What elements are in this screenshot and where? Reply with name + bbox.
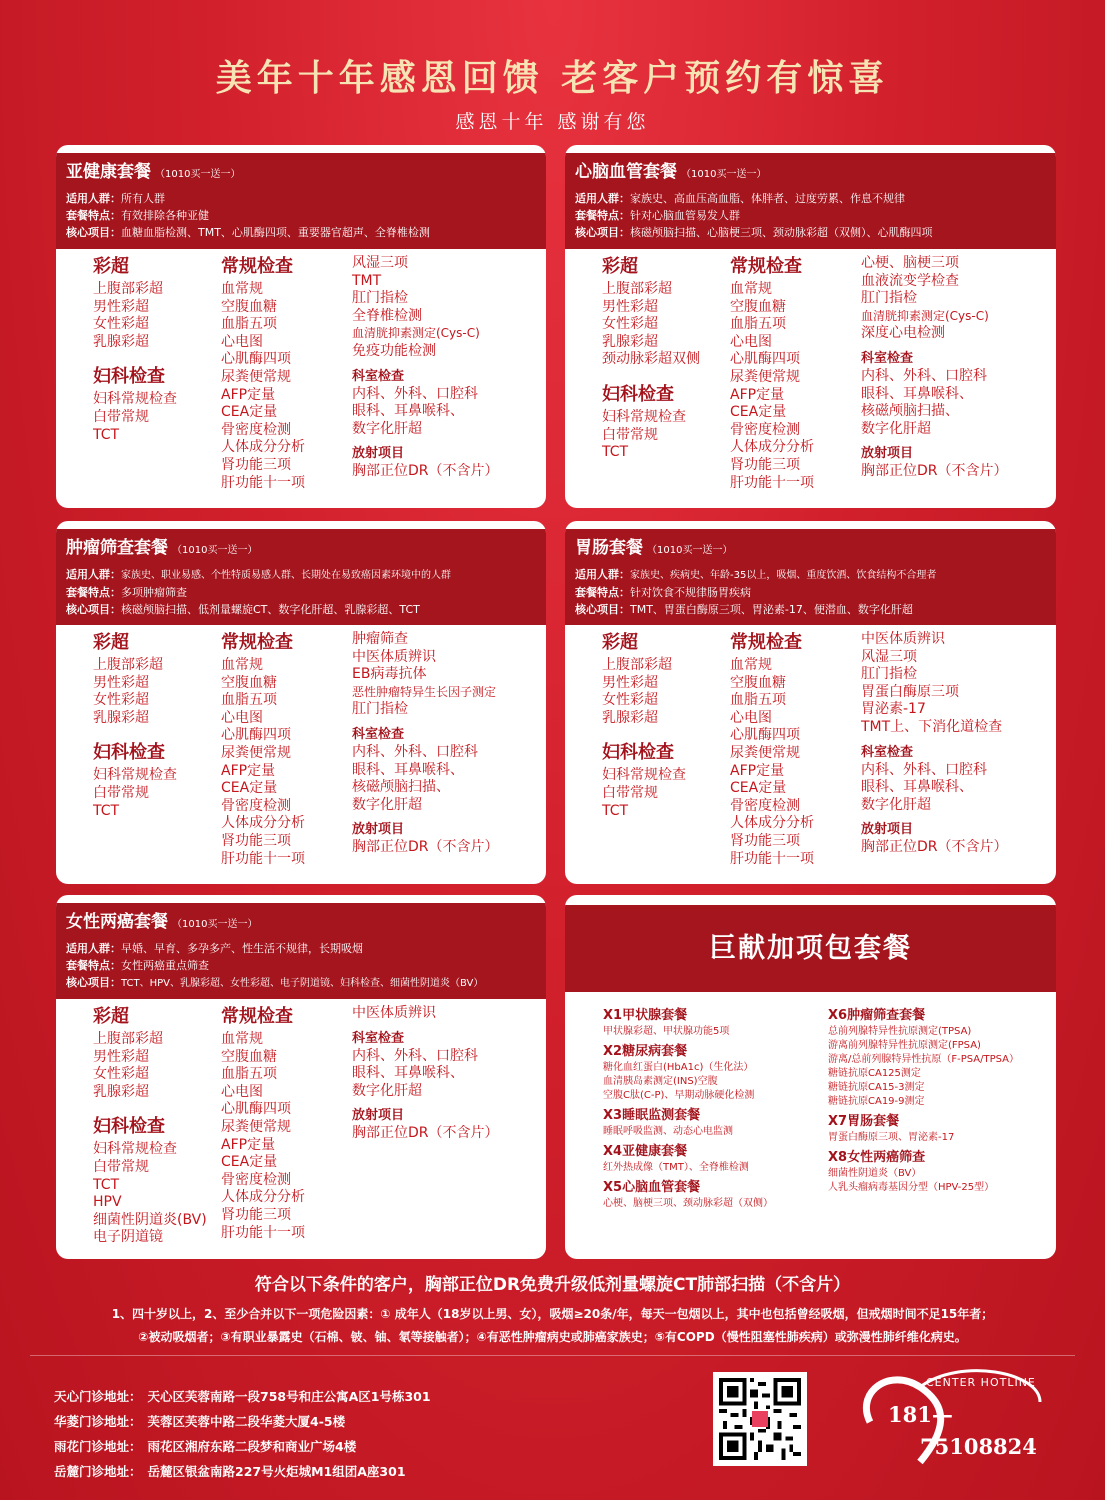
item: 骨密度检测 [730, 421, 800, 438]
addon-item-title: X7胃肠套餐 [828, 1114, 900, 1129]
column-routine [221, 1005, 305, 1242]
hotline-number-part1[interactable]: 181— [888, 1402, 953, 1427]
item: 肝功能十一项 [221, 850, 305, 867]
section-title: 妇科检查 [602, 383, 674, 405]
item: 肿瘤筛查 [352, 631, 408, 647]
item: TCT [602, 444, 629, 461]
divider [30, 1355, 1075, 1356]
item: 尿粪便常规 [730, 744, 800, 761]
item: 上腹部彩超 [93, 281, 163, 297]
item: CEA定量 [221, 404, 278, 421]
page-title: 美年十年感恩回馈 老客户预约有惊喜 [215, 57, 890, 99]
column-ultrasound [93, 631, 177, 820]
section-title: 常规检查 [221, 632, 293, 653]
addon-left-list [603, 1003, 773, 1211]
item: 肝功能十一项 [221, 474, 305, 491]
addon-item-detail: 细菌性阴道炎（BV） [828, 1168, 922, 1179]
column-routine [730, 255, 814, 492]
item: 血脂五项 [730, 316, 786, 333]
column-routine [221, 631, 305, 868]
item: TCT [93, 1176, 120, 1193]
item: AFP定量 [221, 386, 276, 403]
column-ultrasound [602, 255, 700, 462]
hotline-label: CENTER HOTLINE [926, 1376, 1036, 1389]
item: 心电图 [730, 333, 772, 350]
item: 数字化肝超 [352, 796, 422, 813]
column-routine [730, 631, 814, 868]
item: 白带常规 [602, 426, 658, 443]
item: 中医体质辨识 [861, 631, 945, 647]
package-header [565, 153, 1056, 249]
item: AFP定量 [730, 762, 785, 779]
item: 胸部正位DR（不含片） [352, 839, 499, 856]
item: AFP定量 [221, 762, 276, 779]
item: 骨密度检测 [221, 797, 291, 814]
item: 风湿三项 [861, 648, 917, 665]
item: 血液流变学检查 [861, 272, 959, 289]
item: HPV [93, 1194, 122, 1211]
item: 数字化肝超 [861, 420, 931, 437]
item: 男性彩超 [93, 298, 149, 315]
item: 肛门指检 [352, 290, 408, 307]
package-header [56, 153, 546, 249]
item: 内科、外科、口腔科 [861, 761, 987, 778]
item: 乳腺彩超 [93, 1083, 149, 1100]
item: 血脂五项 [730, 692, 786, 709]
item: 骨密度检测 [221, 1171, 291, 1188]
item: 肾功能三项 [730, 456, 800, 473]
addon-item-detail: 空腹C肽(C-P)、早期动脉硬化检测 [603, 1090, 755, 1101]
item: 心电图 [221, 1083, 263, 1100]
condition-line-1: 1、四十岁以上，2、至少合并以下一项危险因素：① 成年人（18岁以上男、女），吸烟≥20条/年，每天一包烟以上，其中也包括曾经吸烟，但戒烟时间不足15年者； [111, 1307, 994, 1321]
item: 人体成分分析 [730, 439, 814, 456]
column-ultrasound [93, 1005, 207, 1247]
column-extra [861, 255, 1008, 481]
addon-item-title: X3睡眠监测套餐 [603, 1108, 701, 1123]
item: 血清胱抑素测定(Cys-C) [352, 326, 480, 341]
addon-item-detail: 心梗、脑梗三项、颈动脉彩超（双侧） [603, 1198, 773, 1209]
package-name: 肿瘤筛查套餐 （1010买一送一） [66, 538, 258, 558]
section-title: 放射项目 [352, 822, 405, 838]
addon-item-title: X1甲状腺套餐 [603, 1008, 688, 1023]
section-title: 彩超 [93, 256, 129, 277]
item: 风湿三项 [352, 255, 408, 271]
item: 心肌酶四项 [221, 351, 291, 368]
condition-title: 符合以下条件的客户，胸部正位DR免费升级低剂量螺旋CT肺部扫描（不含片） [254, 1275, 851, 1295]
section-title: 妇科检查 [93, 1116, 165, 1138]
item: 血脂五项 [221, 316, 277, 333]
item: 核磁颅脑扫描、 [352, 779, 450, 796]
item: 人体成分分析 [221, 815, 305, 832]
item: 空腹血糖 [730, 298, 786, 315]
item: TCT [602, 802, 629, 819]
item: 心电图 [730, 709, 772, 726]
item: 眼科、耳鼻喉科、 [352, 761, 464, 778]
item: 胸部正位DR（不含片） [352, 1125, 499, 1142]
item: 白带常规 [93, 1158, 149, 1175]
item: 血常规 [221, 657, 263, 673]
item: EB病毒抗体 [352, 666, 427, 683]
item: 肝功能十一项 [730, 474, 814, 491]
item: 数字化肝超 [352, 420, 422, 437]
item: 妇科常规检查 [93, 767, 177, 784]
item: 空腹血糖 [221, 674, 277, 691]
package-card [565, 145, 1056, 508]
section-title: 放射项目 [352, 1108, 405, 1124]
item: 血清胱抑素测定(Cys-C) [861, 308, 989, 323]
clinic-address: 华菱门诊地址： 芙蓉区芙蓉中路二段华菱大厦4-5楼 [54, 1414, 346, 1429]
package-name: 胃肠套餐 （1010买一送一） [575, 538, 733, 558]
item: 肝功能十一项 [221, 1224, 305, 1241]
item: 心肌酶四项 [730, 351, 800, 368]
item: 女性彩超 [93, 316, 149, 333]
item: 胃蛋白酶原三项 [861, 683, 959, 700]
package-name: 亚健康套餐 （1010买一送一） [66, 162, 241, 182]
package-summary: 适用人群：所有人群 套餐特点：有效排除各种亚健 核心项目：血糖血脂检测、TMT、心肌酶四项、重要器官超声、全脊椎检测 [66, 192, 430, 239]
item: 妇科常规检查 [602, 408, 686, 425]
section-title: 彩超 [602, 632, 638, 653]
item: 眼科、耳鼻喉科、 [861, 779, 973, 796]
item: 空腹血糖 [221, 1048, 277, 1065]
addon-item-title: X6肿瘤筛查套餐 [828, 1008, 926, 1023]
section-title: 常规检查 [221, 1006, 293, 1027]
package-card [56, 521, 546, 884]
item: 乳腺彩超 [93, 333, 149, 350]
item: 上腹部彩超 [602, 657, 672, 673]
section-title: 放射项目 [352, 446, 405, 462]
item: 上腹部彩超 [93, 657, 163, 673]
item: 男性彩超 [93, 1048, 149, 1065]
item: 内科、外科、口腔科 [352, 385, 478, 402]
addon-right-list [828, 1003, 1019, 1195]
item: 妇科常规检查 [93, 1141, 177, 1158]
item: 电子阴道镜 [93, 1229, 163, 1246]
addon-item-detail: 糖化血红蛋白(HbA1c)（生化法） [603, 1062, 754, 1073]
section-title: 妇科检查 [93, 742, 165, 764]
column-ultrasound [93, 255, 177, 444]
column-extra [861, 631, 1008, 857]
condition-line-2: ②被动吸烟者；③有职业暴露史（石棉、铍、铀、氡等接触者）；④有恶性肿瘤病史或肺癌家族史；⑤有COPD（慢性阻塞性肺疾病）或弥漫性肺纤维化病史。 [138, 1330, 967, 1344]
column-extra [352, 255, 499, 481]
item: 胸部正位DR（不含片） [861, 839, 1008, 856]
item: CEA定量 [730, 404, 787, 421]
item: TCT [93, 802, 120, 819]
package-card [565, 521, 1056, 884]
item: 乳腺彩超 [602, 333, 658, 350]
addon-item-detail: 胃蛋白酶原三项、胃泌素-17 [828, 1132, 955, 1143]
item: 上腹部彩超 [93, 1031, 163, 1047]
addon-item-title: X8女性两癌筛查 [828, 1150, 926, 1165]
package-header [565, 529, 1056, 625]
section-title: 常规检查 [730, 256, 802, 277]
item: 数字化肝超 [861, 796, 931, 813]
hotline-number-part2[interactable]: 75108824 [920, 1434, 1037, 1459]
item: 免疫功能检测 [352, 342, 436, 359]
section-title: 放射项目 [861, 446, 914, 462]
item: 妇科常规检查 [602, 767, 686, 784]
item: TMT [352, 272, 382, 289]
item: 肾功能三项 [221, 456, 291, 473]
section-title: 放射项目 [861, 822, 914, 838]
addon-item-detail: 游离/总前列腺特异性抗原（F-PSA/TPSA） [828, 1054, 1020, 1065]
item: 心梗、脑梗三项 [861, 255, 959, 271]
item: 尿粪便常规 [221, 744, 291, 761]
item: 血脂五项 [221, 692, 277, 709]
item: 心电图 [221, 333, 263, 350]
section-title: 科室检查 [352, 368, 405, 384]
addon-item-detail: 游离前列腺特异性抗原测定(FPSA) [828, 1040, 981, 1051]
item: 白带常规 [602, 784, 658, 801]
item: 肛门指检 [352, 701, 408, 718]
item: 空腹血糖 [221, 298, 277, 315]
item: AFP定量 [730, 386, 785, 403]
package-card [56, 895, 546, 1259]
section-title: 妇科检查 [602, 742, 674, 764]
item: 全脊椎检测 [352, 307, 422, 324]
clinic-address: 岳麓门诊地址： 岳麓区银盆南路227号火炬城M1组团A座301 [54, 1464, 406, 1479]
item: 女性彩超 [93, 1066, 149, 1083]
item: AFP定量 [221, 1136, 276, 1153]
package-summary: 适用人群：家族史、职业易感、个性特质易感人群、长期处在易致癌因素环境中的人群 套餐特点：多项肿瘤筛查 核心项目：核磁颅脑扫描、低剂量螺旋CT、数字化肝超、乳腺彩超、TCT [66, 568, 451, 616]
item: 男性彩超 [602, 674, 658, 691]
addon-item-title: X2糖尿病套餐 [603, 1044, 688, 1059]
item: 骨密度检测 [730, 797, 800, 814]
item: 空腹血糖 [730, 674, 786, 691]
item: 肾功能三项 [221, 1206, 291, 1223]
page-subtitle: 感恩十年 感谢有您 [455, 111, 650, 133]
item: 尿粪便常规 [221, 368, 291, 385]
qr-code-icon[interactable] [713, 1372, 807, 1466]
item: 白带常规 [93, 408, 149, 425]
item: 白带常规 [93, 784, 149, 801]
addon-item-detail: 糖链抗原CA19-9测定 [828, 1096, 925, 1107]
column-routine [221, 255, 305, 492]
section-title: 妇科检查 [93, 366, 165, 388]
item: 肛门指检 [861, 290, 917, 307]
item: 乳腺彩超 [602, 709, 658, 726]
item: 男性彩超 [602, 298, 658, 315]
item: 女性彩超 [93, 692, 149, 709]
addon-item-detail: 糖链抗原CA125测定 [828, 1068, 921, 1079]
item: 心肌酶四项 [730, 727, 800, 744]
item: 眼科、耳鼻喉科、 [352, 403, 464, 420]
item: 心肌酶四项 [221, 1101, 291, 1118]
section-title: 彩超 [93, 632, 129, 653]
item: 肾功能三项 [730, 832, 800, 849]
addon-item-title: X4亚健康套餐 [603, 1144, 688, 1159]
section-title: 科室检查 [861, 350, 914, 366]
item: 中医体质辨识 [352, 1005, 436, 1021]
item: TMT上、下消化道检查 [861, 718, 1003, 735]
package-name: 女性两癌套餐 （1010买一送一） [66, 912, 258, 932]
section-title: 科室检查 [861, 744, 914, 760]
item: 心肌酶四项 [221, 727, 291, 744]
item: 血常规 [221, 1031, 263, 1047]
addon-item-detail: 人乳头瘤病毒基因分型（HPV-25型） [828, 1182, 995, 1193]
item: 肛门指检 [861, 666, 917, 683]
section-title: 科室检查 [352, 1030, 405, 1046]
item: 女性彩超 [602, 692, 658, 709]
item: 颈动脉彩超双侧 [602, 351, 700, 368]
item: 深度心电检测 [861, 325, 945, 342]
column-extra [352, 631, 499, 857]
item: 乳腺彩超 [93, 709, 149, 726]
item: 男性彩超 [93, 674, 149, 691]
addon-item-detail: 甲状腺彩超、甲状腺功能5项 [603, 1026, 730, 1037]
clinic-address: 雨花门诊地址： 雨花区湘府东路二段梦和商业广场4楼 [54, 1439, 357, 1454]
item: 肝功能十一项 [730, 850, 814, 867]
item: 中医体质辨识 [352, 648, 436, 665]
item: 内科、外科、口腔科 [352, 1047, 478, 1064]
item: 人体成分分析 [730, 815, 814, 832]
item: 眼科、耳鼻喉科、 [352, 1065, 464, 1082]
item: 胃泌素-17 [861, 701, 926, 718]
package-card [56, 145, 546, 508]
item: 血常规 [730, 281, 772, 297]
item: 人体成分分析 [221, 439, 305, 456]
section-title: 科室检查 [352, 726, 405, 742]
item: 细菌性阴道炎(BV) [93, 1211, 207, 1228]
package-header [56, 903, 546, 999]
column-ultrasound [602, 631, 686, 820]
package-summary: 适用人群：家族史、疾病史、年龄-35以上，吸烟、重度饮酒、饮食结构不合理者 套餐特点：针对饮食不规律肠胃疾病 核心项目：TMT、胃蛋白酶原三项、胃泌素-17、便潜血、数字化肝超 [575, 568, 937, 616]
item: 胸部正位DR（不含片） [352, 463, 499, 480]
item: 肾功能三项 [221, 832, 291, 849]
item: 血常规 [221, 281, 263, 297]
addon-item-detail: 血清胰岛素测定(INS)空腹 [603, 1076, 718, 1087]
package-summary: 适用人群：家族史、高血压高血脂、体胖者、过度劳累、作息不规律 套餐特点：针对心脑血管易发人群 核心项目：核磁颅脑扫描、心脑梗三项、颈动脉彩超（双侧）、心肌酶四项 [575, 192, 933, 239]
item: 女性彩超 [602, 316, 658, 333]
addon-item-detail: 睡眠呼吸监测、动态心电监测 [603, 1126, 733, 1137]
section-title: 常规检查 [730, 632, 802, 653]
item: 骨密度检测 [221, 421, 291, 438]
addon-title: 巨献加项包套餐 [565, 905, 1056, 992]
item: 尿粪便常规 [221, 1118, 291, 1135]
item: 人体成分分析 [221, 1189, 305, 1206]
package-name: 心脑血管套餐 （1010买一送一） [575, 162, 767, 182]
item: 核磁颅脑扫描、 [861, 403, 959, 420]
package-header [56, 529, 546, 625]
item: 上腹部彩超 [602, 281, 672, 297]
section-title: 彩超 [602, 256, 638, 277]
column-extra [352, 1005, 499, 1143]
item: 内科、外科、口腔科 [352, 743, 478, 760]
item: 胸部正位DR（不含片） [861, 463, 1008, 480]
item: TCT [93, 426, 120, 443]
section-title: 彩超 [93, 1006, 129, 1027]
item: CEA定量 [221, 780, 278, 797]
item: 尿粪便常规 [730, 368, 800, 385]
item: 恶性肿瘤特异生长因子测定 [352, 684, 497, 699]
addon-package-card [565, 895, 1056, 1259]
package-summary: 适用人群：早婚、早育、多孕多产、性生活不规律，长期吸烟 套餐特点：女性两癌重点筛查 核心项目：TCT、HPV、乳腺彩超、女性彩超、电子阴道镜、妇科检查、细菌性阴道炎（BV） [66, 942, 484, 989]
item: CEA定量 [730, 780, 787, 797]
item: CEA定量 [221, 1154, 278, 1171]
item: 血常规 [730, 657, 772, 673]
item: 妇科常规检查 [93, 391, 177, 408]
item: 心电图 [221, 709, 263, 726]
clinic-address: 天心门诊地址： 天心区芙蓉南路一段758号和庄公寓A区1号栋301 [54, 1389, 431, 1404]
item: 数字化肝超 [352, 1082, 422, 1099]
item: 眼科、耳鼻喉科、 [861, 385, 973, 402]
addon-item-detail: 糖链抗原CA15-3测定 [828, 1082, 925, 1093]
addon-item-detail: 总前列腺特异性抗原测定(TPSA) [828, 1026, 972, 1037]
section-title: 常规检查 [221, 256, 293, 277]
item: 内科、外科、口腔科 [861, 367, 987, 384]
item: 血脂五项 [221, 1066, 277, 1083]
addon-item-title: X5心脑血管套餐 [603, 1180, 701, 1195]
addon-item-detail: 红外热成像（TMT）、全脊椎检测 [603, 1162, 749, 1173]
